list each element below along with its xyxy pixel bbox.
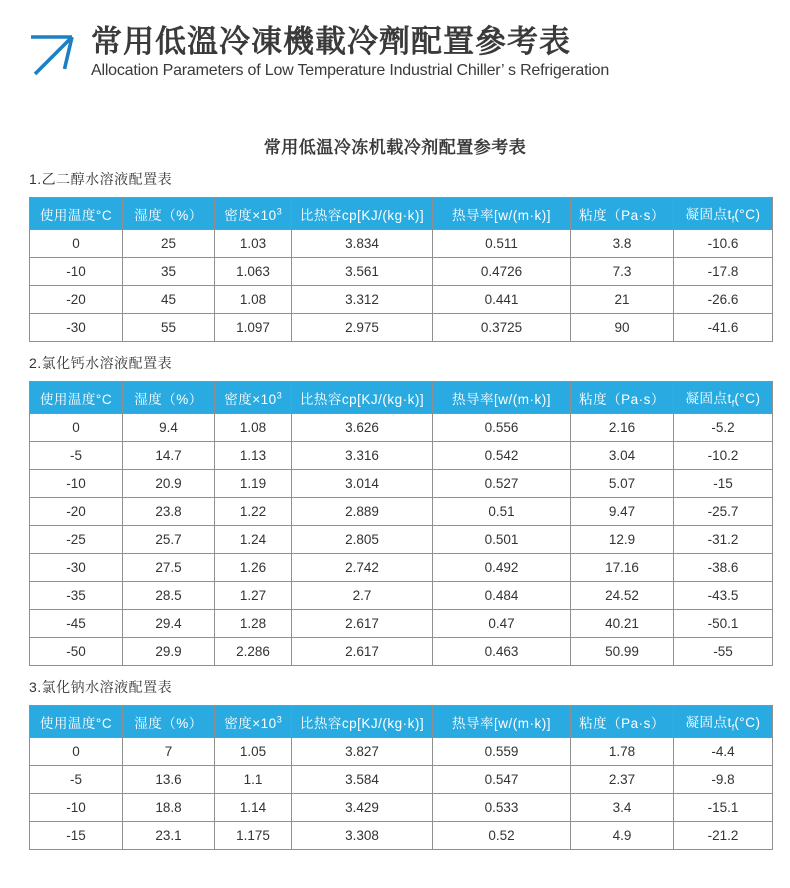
table-cell: 0.463 <box>433 638 571 666</box>
table-cell: 7 <box>123 738 215 766</box>
table-cell: 90 <box>571 314 674 342</box>
table-cell: 3.561 <box>292 258 433 286</box>
column-header: 粘度（Pa·s） <box>571 382 674 414</box>
table-cell: 2.617 <box>292 638 433 666</box>
column-header: 湿度（%） <box>123 382 215 414</box>
table-cell: 45 <box>123 286 215 314</box>
table-cell: 1.05 <box>215 738 292 766</box>
table-cell: 1.27 <box>215 582 292 610</box>
brand-subtitle: Allocation Parameters of Low Temperature Industrial Chiller’ s Refrigeration <box>91 62 610 79</box>
table-cell: 9.4 <box>123 414 215 442</box>
table-cell: 1.24 <box>215 526 292 554</box>
table-cell: -10 <box>30 258 123 286</box>
table-cell: 0.47 <box>433 610 571 638</box>
table-cell: 0.51 <box>433 498 571 526</box>
glycol-solution-table <box>29 197 773 342</box>
table-cell: -50 <box>30 638 123 666</box>
table-cell: -4.4 <box>674 738 773 766</box>
table-cell: 1.14 <box>215 794 292 822</box>
table-cell: 0.542 <box>433 442 571 470</box>
table-cell: 20.9 <box>123 470 215 498</box>
column-header: 密度$\times 10^3$ <box>215 382 292 414</box>
table-cell: 1.22 <box>215 498 292 526</box>
table-cell: 0.559 <box>433 738 571 766</box>
column-header: 使用温度°C <box>30 382 123 414</box>
brand-text <box>91 25 609 81</box>
table-cell: -10.2 <box>674 442 773 470</box>
table-cell: 1.1 <box>215 766 292 794</box>
table-cell: 4.9 <box>571 822 674 850</box>
table-cell: -10 <box>30 794 123 822</box>
table-cell: 18.8 <box>123 794 215 822</box>
table-cell: 2.617 <box>292 610 433 638</box>
section-label-calcium-chloride: 2.氯化钙水溶液配置表 <box>29 355 173 371</box>
table-cell: 1.28 <box>215 610 292 638</box>
table-cell: 50.99 <box>571 638 674 666</box>
table-row <box>30 498 773 526</box>
table-cell: 0 <box>30 738 123 766</box>
table-cell: 7.3 <box>571 258 674 286</box>
table-row <box>30 822 773 850</box>
table-cell: 1.78 <box>571 738 674 766</box>
table-cell: 1.175 <box>215 822 292 850</box>
table-cell: -35 <box>30 582 123 610</box>
table-cell: 3.308 <box>292 822 433 850</box>
table-row <box>30 442 773 470</box>
table-row <box>30 766 773 794</box>
table-cell: 13.6 <box>123 766 215 794</box>
table-cell: 12.9 <box>571 526 674 554</box>
table-cell: -50.1 <box>674 610 773 638</box>
column-header: 湿度（%） <box>123 706 215 738</box>
column-header: 粘度（Pa·s） <box>571 198 674 230</box>
table-cell: 2.37 <box>571 766 674 794</box>
table-cell: 3.04 <box>571 442 674 470</box>
table-cell: 3.626 <box>292 414 433 442</box>
column-header: 粘度（Pa·s） <box>571 706 674 738</box>
table-cell: -45 <box>30 610 123 638</box>
table-cell: -5 <box>30 766 123 794</box>
table-row <box>30 638 773 666</box>
column-header: 密度$\times 10^3$ <box>215 198 292 230</box>
table-cell: 1.03 <box>215 230 292 258</box>
column-header: 比热容cp[KJ/(kg·k)] <box>292 706 433 738</box>
table-cell: 55 <box>123 314 215 342</box>
table-cell: -43.5 <box>674 582 773 610</box>
column-header: 热导率[w/(m·k)] <box>433 382 571 414</box>
table-row <box>30 554 773 582</box>
table-cell: 1.097 <box>215 314 292 342</box>
table-cell: 28.5 <box>123 582 215 610</box>
table-cell: 1.19 <box>215 470 292 498</box>
table-cell: 0.501 <box>433 526 571 554</box>
table-cell: 0.511 <box>433 230 571 258</box>
table-cell: -21.2 <box>674 822 773 850</box>
column-header: 比热容cp[KJ/(kg·k)] <box>292 198 433 230</box>
table-cell: 2.889 <box>292 498 433 526</box>
table-row <box>30 286 773 314</box>
table-cell: -15 <box>674 470 773 498</box>
table-cell: -55 <box>674 638 773 666</box>
table-cell: 0.441 <box>433 286 571 314</box>
table-cell: 1.063 <box>215 258 292 286</box>
table-cell: -15.1 <box>674 794 773 822</box>
column-header: 使用温度°C <box>30 198 123 230</box>
table-cell: 3.584 <box>292 766 433 794</box>
table-cell: -41.6 <box>674 314 773 342</box>
column-header: 使用温度°C <box>30 706 123 738</box>
table-cell: 23.1 <box>123 822 215 850</box>
table-cell: 17.16 <box>571 554 674 582</box>
column-header: 比热容cp[KJ/(kg·k)] <box>292 382 433 414</box>
arrow-up-right-icon <box>27 25 81 79</box>
table-cell: 23.8 <box>123 498 215 526</box>
table-cell: 0.4726 <box>433 258 571 286</box>
table-row <box>30 526 773 554</box>
table-cell: 1.08 <box>215 286 292 314</box>
table-cell: 2.16 <box>571 414 674 442</box>
table-cell: -5.2 <box>674 414 773 442</box>
table-cell: -15 <box>30 822 123 850</box>
table-cell: -26.6 <box>674 286 773 314</box>
table-cell: -10.6 <box>674 230 773 258</box>
table-cell: -25 <box>30 526 123 554</box>
table-cell: 0.52 <box>433 822 571 850</box>
table-cell: 1.26 <box>215 554 292 582</box>
table-cell: 3.312 <box>292 286 433 314</box>
brand-title: 常用低溫冷凍機載冷劑配置參考表 <box>91 24 571 59</box>
table-cell: -10 <box>30 470 123 498</box>
sodium-chloride-solution-table <box>29 705 773 850</box>
table-cell: 29.4 <box>123 610 215 638</box>
table-cell: -38.6 <box>674 554 773 582</box>
table-cell: 1.13 <box>215 442 292 470</box>
table-row <box>30 314 773 342</box>
table-cell: -17.8 <box>674 258 773 286</box>
table-row <box>30 258 773 286</box>
table-cell: 1.08 <box>215 414 292 442</box>
table-row <box>30 230 773 258</box>
table-cell: -30 <box>30 554 123 582</box>
column-header: 凝固点$t_f(^\circ C)$ <box>674 382 773 414</box>
table-cell: 29.9 <box>123 638 215 666</box>
table-cell: 0 <box>30 230 123 258</box>
table-cell: 25.7 <box>123 526 215 554</box>
brand-header <box>0 0 790 81</box>
table-row <box>30 610 773 638</box>
table-cell: 0.547 <box>433 766 571 794</box>
header-row <box>30 382 773 414</box>
table-row <box>30 414 773 442</box>
table-cell: -20 <box>30 286 123 314</box>
column-header: 凝固点$t_f(^\circ C)$ <box>674 198 773 230</box>
table-cell: 3.8 <box>571 230 674 258</box>
table-row <box>30 794 773 822</box>
table-cell: 2.286 <box>215 638 292 666</box>
column-header: 凝固点$t_f(^\circ C)$ <box>674 706 773 738</box>
page-title: 常用低温冷冻机载冷剂配置参考表 <box>263 138 527 157</box>
table-cell: 0.3725 <box>433 314 571 342</box>
table-cell: 35 <box>123 258 215 286</box>
table-cell: -5 <box>30 442 123 470</box>
table-cell: 25 <box>123 230 215 258</box>
table-cell: 0.527 <box>433 470 571 498</box>
table-row <box>30 582 773 610</box>
table-cell: 3.429 <box>292 794 433 822</box>
table-cell: 14.7 <box>123 442 215 470</box>
header-row <box>30 706 773 738</box>
table-cell: 2.975 <box>292 314 433 342</box>
table-cell: 3.316 <box>292 442 433 470</box>
table-cell: 2.742 <box>292 554 433 582</box>
table-row <box>30 738 773 766</box>
table-cell: -30 <box>30 314 123 342</box>
section-label-sodium-chloride: 3.氯化钠水溶液配置表 <box>29 679 173 695</box>
table-cell: -9.8 <box>674 766 773 794</box>
table-cell: 5.07 <box>571 470 674 498</box>
table-cell: 9.47 <box>571 498 674 526</box>
table-cell: -31.2 <box>674 526 773 554</box>
table-cell: 27.5 <box>123 554 215 582</box>
table-cell: 0.556 <box>433 414 571 442</box>
table-cell: 3.834 <box>292 230 433 258</box>
table-cell: -20 <box>30 498 123 526</box>
table-cell: 0 <box>30 414 123 442</box>
table-cell: 3.827 <box>292 738 433 766</box>
column-header: 热导率[w/(m·k)] <box>433 198 571 230</box>
table-cell: 2.805 <box>292 526 433 554</box>
table-cell: 3.014 <box>292 470 433 498</box>
table-cell: 3.4 <box>571 794 674 822</box>
table-row <box>30 470 773 498</box>
table-cell: 0.492 <box>433 554 571 582</box>
table-cell: 0.533 <box>433 794 571 822</box>
column-header: 密度$\times 10^3$ <box>215 706 292 738</box>
calcium-chloride-solution-table <box>29 381 773 666</box>
table-cell: 40.21 <box>571 610 674 638</box>
table-cell: -25.7 <box>674 498 773 526</box>
table-cell: 24.52 <box>571 582 674 610</box>
table-cell: 0.484 <box>433 582 571 610</box>
header-row <box>30 198 773 230</box>
table-cell: 21 <box>571 286 674 314</box>
column-header: 热导率[w/(m·k)] <box>433 706 571 738</box>
column-header: 湿度（%） <box>123 198 215 230</box>
table-cell: 2.7 <box>292 582 433 610</box>
section-label-glycol: 1.乙二醇水溶液配置表 <box>29 171 173 187</box>
